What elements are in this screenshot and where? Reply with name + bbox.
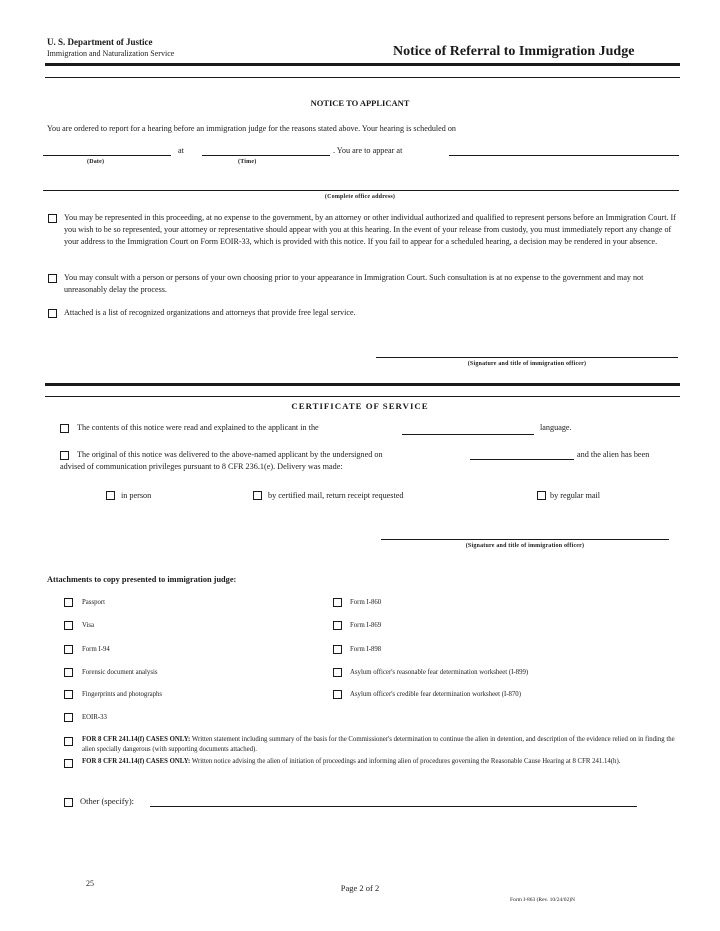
form-i860-label: Form I-860 <box>350 599 382 606</box>
page-number-left: 25 <box>86 879 94 888</box>
advised-text: advised of communication privileges pursuant to 8 CFR 236.1(e). Delivery was made: <box>60 462 343 471</box>
notice-intro: You are ordered to report for a hearing before an immigration judge for the reasons stated above. Your hearing is scheduled on <box>47 124 456 133</box>
section-rule-thin <box>45 396 680 397</box>
reasonable-fear-checkbox[interactable] <box>333 668 342 677</box>
form-i860-checkbox[interactable] <box>333 598 342 607</box>
passport-checkbox[interactable] <box>64 598 73 607</box>
consult-checkbox[interactable] <box>48 274 57 283</box>
representation-checkbox[interactable] <box>48 214 57 223</box>
form-i898-label: Form I-898 <box>350 646 382 653</box>
legal-service-text: Attached is a list of recognized organizations and attorneys that provide free legal service. <box>64 308 356 317</box>
eoir33-checkbox[interactable] <box>64 713 73 722</box>
at-word: at <box>178 146 184 155</box>
location-field[interactable] <box>449 155 679 156</box>
form-i94-label: Form I-94 <box>82 646 110 653</box>
appear-text: . You are to appear at <box>333 146 403 155</box>
legal-service-list-checkbox[interactable] <box>48 309 57 318</box>
credible-fear-label: Asylum officer's credible fear determination worksheet (I-870) <box>350 691 521 698</box>
visa-label: Visa <box>82 622 95 629</box>
date-field[interactable] <box>43 155 171 156</box>
other-specify-field[interactable] <box>150 806 637 807</box>
header-rule <box>45 63 680 66</box>
reasonable-fear-label: Asylum officer's reasonable fear determination worksheet (I-899) <box>350 669 529 676</box>
regular-mail-checkbox[interactable] <box>537 491 546 500</box>
case1-text <box>82 735 682 755</box>
in-person-label: in person <box>121 491 152 500</box>
page-indicator: Page 2 of 2 <box>340 883 380 893</box>
case1-description: Written statement including summary of the basis for the Commissioner's determination to continue the alien in detention, and description of the evidence relied on in finding the alien specially dangerous (with supporting documents attached). <box>82 736 675 753</box>
notice-heading: NOTICE TO APPLICANT <box>310 98 410 108</box>
forensic-analysis-checkbox[interactable] <box>64 668 73 677</box>
form-number: Form I-863 (Rev. 10/24/02)N <box>510 897 576 903</box>
case2-label: FOR 8 CFR 241.14(f) CASES ONLY: <box>82 758 191 765</box>
address-field[interactable] <box>43 190 679 191</box>
regular-mail-label: by regular mail <box>550 491 601 500</box>
read-explained-checkbox[interactable] <box>60 424 69 433</box>
form-i94-checkbox[interactable] <box>64 645 73 654</box>
service-name: Immigration and Naturalization Service <box>47 49 175 58</box>
date-caption: (Date) <box>87 159 105 165</box>
case2-description: Written notice advising the alien of initiation of proceedings and informing alien of procedures governing the Reasonable Cause Hearing at 8 CFR 241.14(h). <box>191 758 621 765</box>
language-field[interactable] <box>402 434 534 435</box>
form-title: Notice of Referral to Immigration Judge <box>393 44 635 59</box>
other-label: Other (specify): <box>80 796 135 806</box>
case2-checkbox[interactable] <box>64 759 73 768</box>
fingerprints-checkbox[interactable] <box>64 690 73 699</box>
case1-checkbox[interactable] <box>64 737 73 746</box>
form-i869-checkbox[interactable] <box>333 621 342 630</box>
fingerprints-label: Fingerprints and photographs <box>82 691 163 698</box>
consult-text: You may consult with a person or persons of your own choosing prior to your appearance in Immigration Court. Such consultation is at no expense to the government and may not unreasonably delay the process. <box>64 273 644 294</box>
time-caption: (Time) <box>238 159 257 165</box>
certified-mail-checkbox[interactable] <box>253 491 262 500</box>
service-signature-caption: (Signature and title of immigration officer) <box>465 543 585 549</box>
delivered-checkbox[interactable] <box>60 451 69 460</box>
other-checkbox[interactable] <box>64 798 73 807</box>
delivered-tail: and the alien has been <box>577 450 650 459</box>
section-rule <box>45 383 680 386</box>
time-field[interactable] <box>202 155 330 156</box>
eoir33-label: EOIR-33 <box>82 714 107 721</box>
read-explained-text: The contents of this notice were read and explained to the applicant in the <box>77 423 319 432</box>
form-i898-checkbox[interactable] <box>333 645 342 654</box>
forensic-analysis-label: Forensic document analysis <box>82 669 158 676</box>
case1-label: FOR 8 CFR 241.14(f) CASES ONLY: <box>82 736 191 743</box>
form-i869-label: Form I-869 <box>350 622 382 629</box>
delivered-text: The original of this notice was delivered to the above-named applicant by the undersigned on <box>77 450 383 459</box>
visa-checkbox[interactable] <box>64 621 73 630</box>
certified-mail-label: by certified mail, return receipt requested <box>268 491 404 500</box>
delivery-date-field[interactable] <box>470 459 574 460</box>
header-rule-thin <box>45 77 680 78</box>
case2-text <box>82 757 682 767</box>
service-signature-field[interactable] <box>381 539 669 540</box>
officer-signature-caption: (Signature and title of immigration officer) <box>467 361 587 367</box>
passport-label: Passport <box>82 599 106 606</box>
credible-fear-checkbox[interactable] <box>333 690 342 699</box>
certificate-heading: CERTIFICATE OF SERVICE <box>291 401 429 411</box>
language-word: language. <box>540 423 572 432</box>
address-caption: (Complete office address) <box>324 194 396 200</box>
officer-signature-field[interactable] <box>376 357 678 358</box>
representation-text: You may be represented in this proceeding, at no expense to the government, by an attorney or other individual authorized and qualified to represent persons before an Immigration Court. If you wish to be so represented, your attorney or representative should appear with you at this hearing. In the event of your release from custody, you must immediately report any change of your address to the Immigration Court on Form EOIR-33, which is provided with this notice. If you fail to appear for a scheduled hearing, a decision may be rendered in your absence. <box>64 213 676 246</box>
in-person-checkbox[interactable] <box>106 491 115 500</box>
attachments-heading: Attachments to copy presented to immigration judge: <box>47 575 237 584</box>
department-name: U. S. Department of Justice <box>47 37 153 47</box>
